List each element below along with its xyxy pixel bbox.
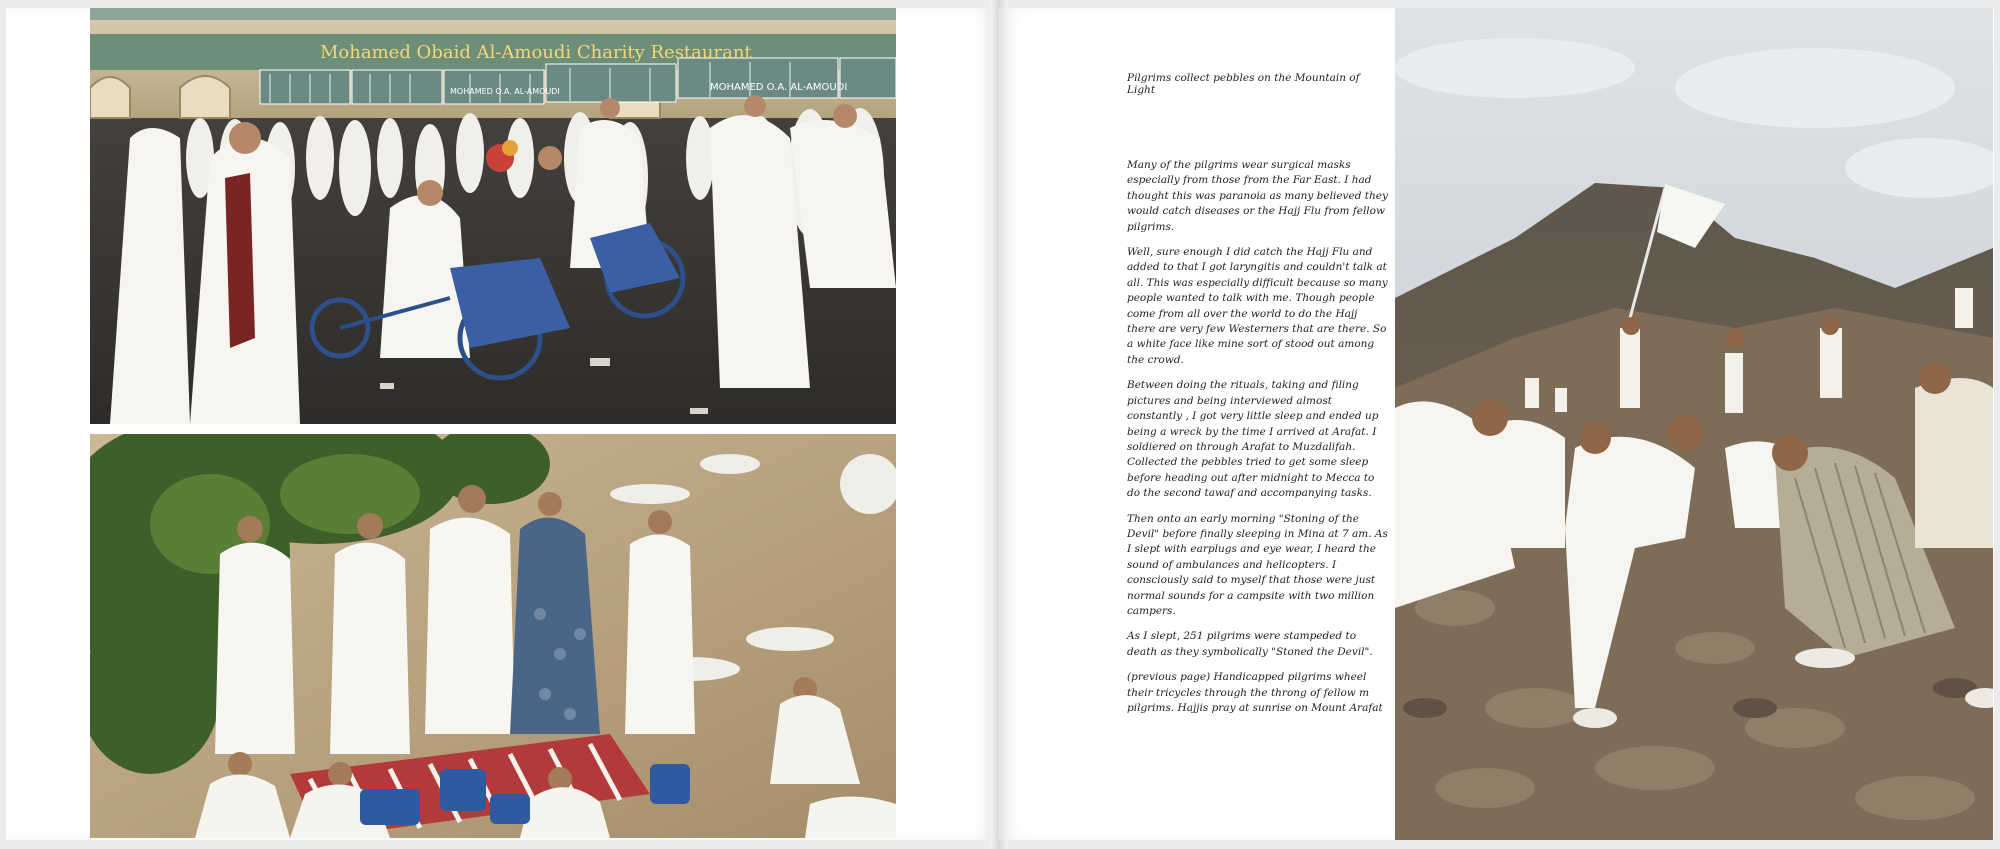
body-text bbox=[1127, 158, 1389, 726]
photo-pilgrims-tricycles bbox=[90, 8, 896, 424]
paragraph-5: As I slept, 251 pilgrims were stampeded to death as they symbolically "Stoned the Devil". bbox=[1127, 630, 1373, 658]
paragraph-3: Between doing the rituals, taking and filing pictures and being interviewed almost constantly , I got very little sleep and ended up being a wreck by the time I arrived at Arafat. I soldiered on through Arafat to Muzdalifah. Collected the pebbles tried to get some sleep before heading out after midnight to Mecca to do the second tawaf and accompanying tasks. bbox=[1127, 379, 1379, 500]
right-page bbox=[999, 8, 1994, 840]
left-page bbox=[6, 8, 996, 840]
sign-awning-text-1: MOHAMED O.A. AL-AMOUDI bbox=[450, 87, 560, 96]
photo-mountain-of-light-image bbox=[1395, 8, 1993, 840]
photo-mountain-of-light bbox=[1395, 8, 1993, 840]
sign-main-text: Mohamed Obaid Al-Amoudi Charity Restaurant bbox=[320, 42, 752, 63]
photo-pilgrims-tricycles-image bbox=[90, 8, 896, 424]
photo-pilgrims-pray-arafat-image bbox=[90, 434, 896, 838]
photo-credits-caption: (previous page) Handicapped pilgrims wheel their tricycles through the throng of fellow m pilgrims. Hajjis pray at sunrise on Mount Arafat bbox=[1127, 671, 1383, 714]
paragraph-4: Then onto an early morning "Stoning of the Devil" before finally sleeping in Mina at 7 am. As I slept with earplugs and eye wear, I heard the sound of ambulances and helicopters. I consciously said to myself that those were just normal sounds for a campsite with two million campers. bbox=[1127, 512, 1388, 617]
sign-awning-text-2: MOHAMED O.A. AL-AMOUDI bbox=[710, 82, 848, 93]
photo-pilgrims-pray-arafat bbox=[90, 434, 896, 838]
paragraph-2: Well, sure enough I did catch the Hajj Flu and added to that I got laryngitis and couldn't talk at all. This was especially difficult because so many people wanted to talk with me. Though people come from all over the world to do the Hajj there are very few Westerners that are there. So a white face like mine sort of stood out among the crowd. bbox=[1127, 246, 1388, 366]
paragraph-1: Many of the pilgrims wear surgical masks especially from those from the Far East. I had thought this was paranoia as many believed they would catch diseases or the Hajj Flu from fellow pilgrims. bbox=[1127, 159, 1388, 233]
page-title: Pilgrims collect pebbles on the Mountain of Light bbox=[1127, 72, 1360, 96]
